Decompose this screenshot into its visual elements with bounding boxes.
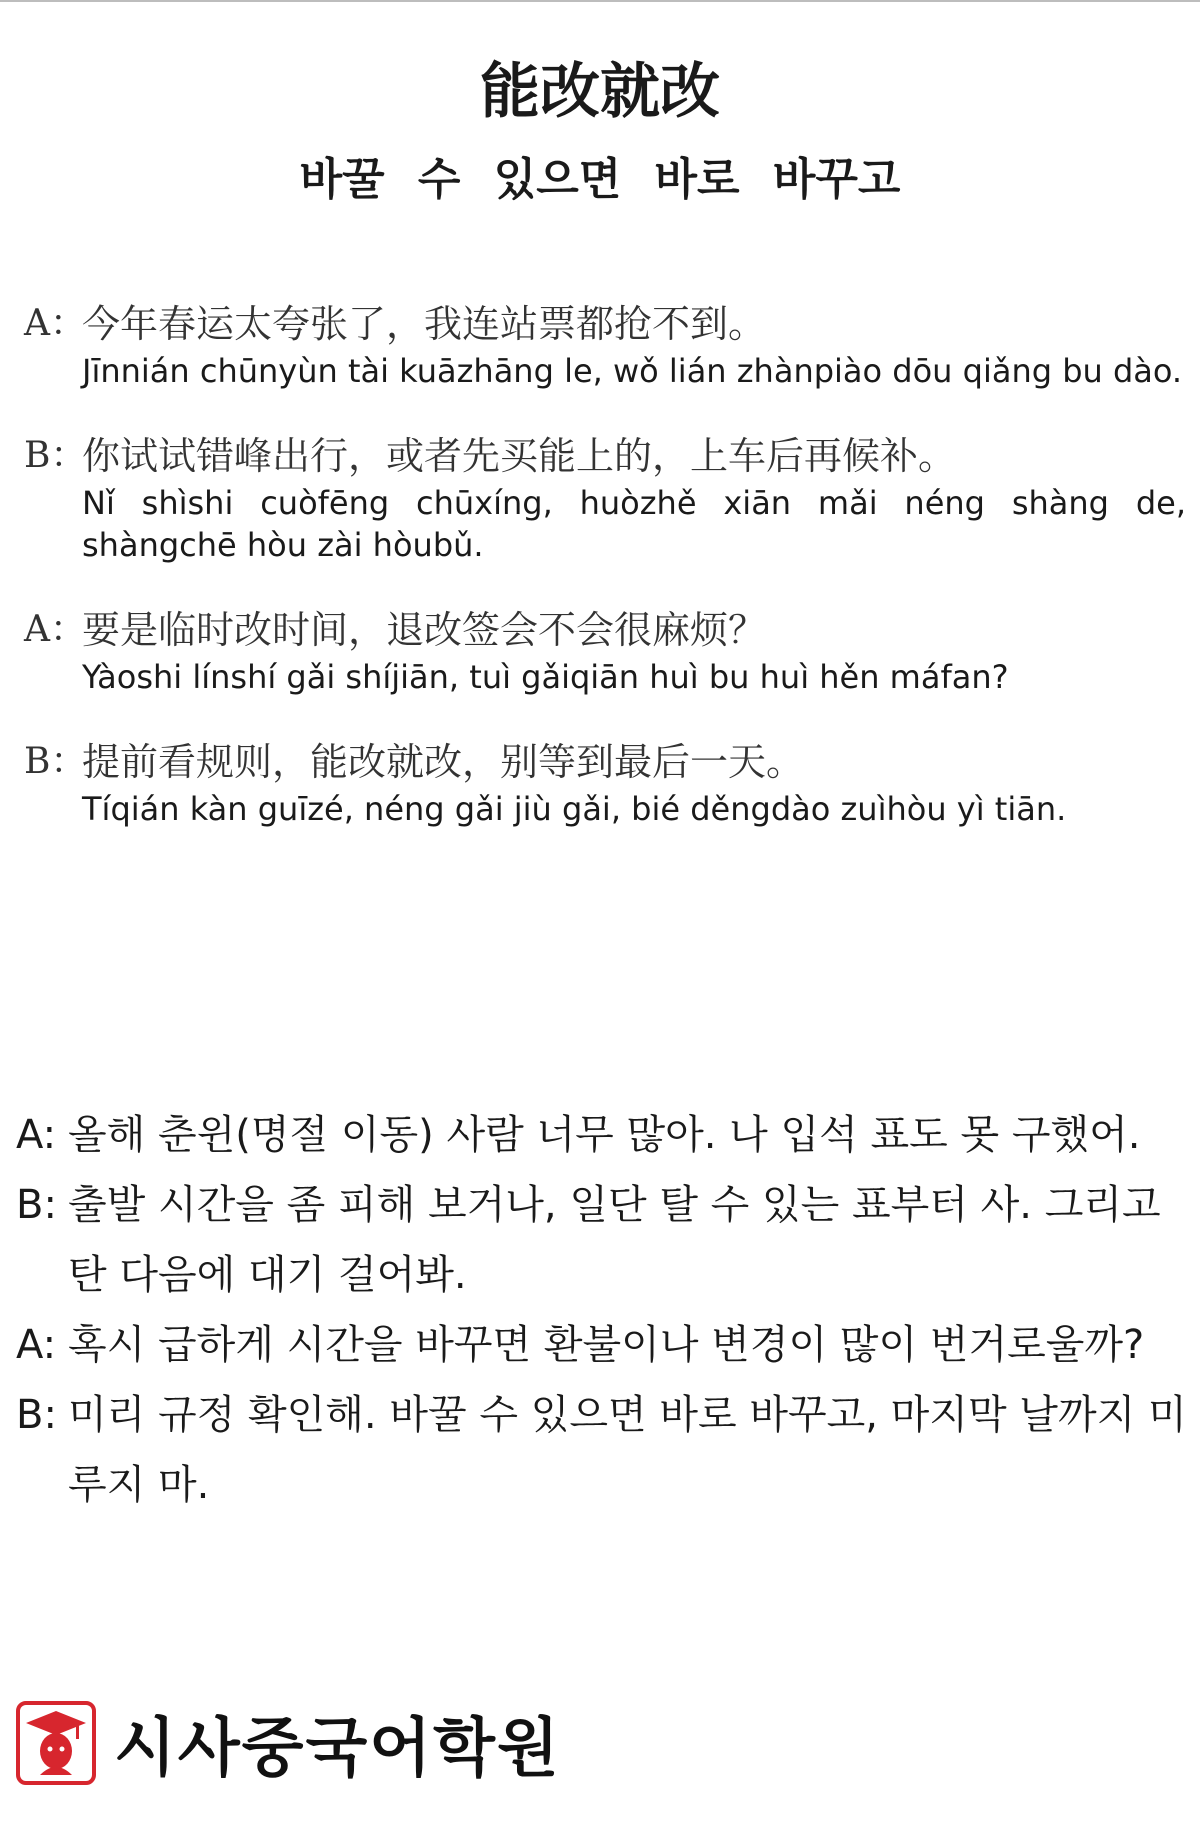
pinyin-text: Jīnnián chūnyùn tài kuāzhāng le, wǒ lián zhànpiào dōu qiǎng bu dào. <box>82 352 1183 390</box>
translation-speaker: A: <box>16 1322 57 1368</box>
academy-name: 시사중국어학원 <box>114 1712 561 1786</box>
dialogue-turn <box>24 736 1186 830</box>
translation-text: 미리 규정 확인해. 바꿀 수 있으면 바로 바꾸고, 마지막 날까지 미루지 마. <box>68 1392 1187 1508</box>
korean-translation <box>16 1100 1192 1520</box>
translation-line <box>16 1380 1192 1520</box>
translation-line <box>16 1100 1192 1170</box>
translation-text: 출발 시간을 좀 피해 보거나, 일단 탈 수 있는 표부터 사. 그리고 탄 다음에 대기 걸어봐. <box>68 1182 1161 1298</box>
graduate-crest-icon <box>16 1701 96 1785</box>
speaker-label: B： <box>24 741 87 782</box>
dialogue-turn <box>24 604 1186 698</box>
lesson-subtitle: 바꿀 수 있으면 바로 바꾸고 <box>299 154 901 205</box>
chinese-sentence: 提前看规则，能改就改，别等到最后一天。 <box>82 740 805 784</box>
chinese-dialogue <box>24 298 1186 868</box>
lesson-title: 能改就改 <box>480 57 720 127</box>
speaker-label: B： <box>24 435 87 476</box>
pinyin-text: Yàoshi línshí gǎi shíjiān, tuì gǎiqiān huì bu huì hěn máfan? <box>82 658 1009 696</box>
speaker-label: A： <box>24 609 86 650</box>
translation-speaker: B: <box>16 1182 57 1228</box>
translation-text: 올해 춘윈(명절 이동) 사람 너무 많아. 나 입석 표도 못 구했어. <box>68 1112 1141 1158</box>
translation-text: 혹시 급하게 시간을 바꾸면 환불이나 변경이 많이 번거로울까? <box>68 1322 1145 1368</box>
speaker-label: A： <box>24 303 86 344</box>
top-divider <box>0 0 1200 2</box>
brand-footer <box>16 1695 561 1791</box>
chinese-sentence: 要是临时改时间，退改签会不会很麻烦？ <box>82 608 767 652</box>
dialogue-turn <box>24 430 1186 566</box>
translation-line <box>16 1170 1192 1310</box>
dialogue-turn <box>24 298 1186 392</box>
pinyin-text: Nǐ shìshi cuòfēng chūxíng, huòzhě xiān mǎi néng shàng de, shàngchē hòu zài hòubǔ. <box>82 484 1186 564</box>
translation-speaker: A: <box>16 1112 57 1158</box>
translation-speaker: B: <box>16 1392 57 1438</box>
translation-line <box>16 1310 1192 1380</box>
chinese-sentence: 今年春运太夸张了，我连站票都抢不到。 <box>82 302 767 346</box>
chinese-sentence: 你试试错峰出行，或者先买能上的，上车后再候补。 <box>82 434 957 478</box>
pinyin-text: Tíqián kàn guīzé, néng gǎi jiù gǎi, bié děngdào zuìhòu yì tiān. <box>82 790 1067 828</box>
